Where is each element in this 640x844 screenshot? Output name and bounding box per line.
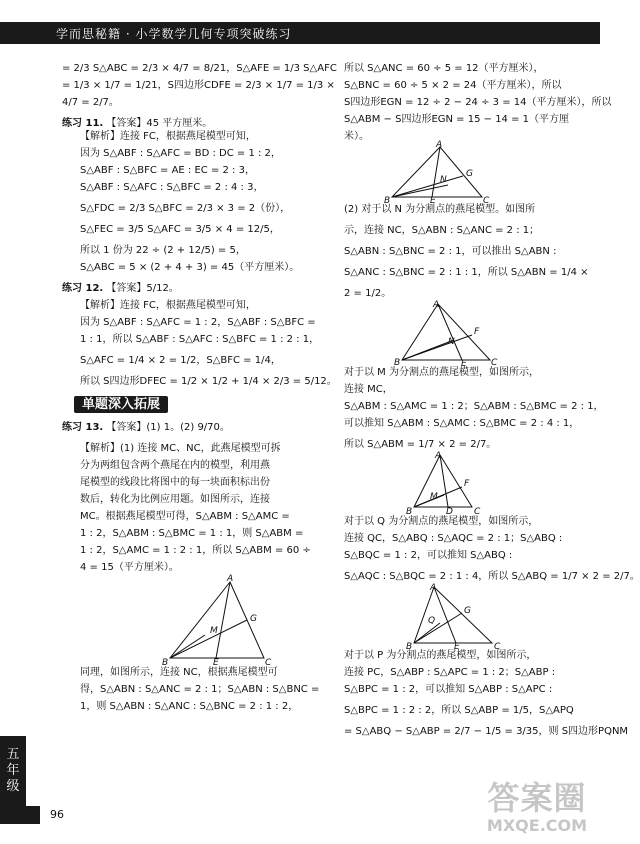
grade-tab-char: 五 xyxy=(6,747,20,762)
triangle-figure-5 xyxy=(344,583,544,652)
answer-text: 【答案】(1) 1。(2) 9/70。 xyxy=(106,422,230,433)
answer-text: 【答案】5/12。 xyxy=(106,283,179,294)
text-line: S△ABN : S△BNC = 2 : 1，可以推出 S△ABN : xyxy=(344,246,557,257)
label-B: B xyxy=(394,358,401,368)
label-F: F xyxy=(464,479,470,489)
text-line: 对于以 M 为分割点的燕尾模型，如图所示， xyxy=(344,367,539,378)
text-line: 连接 PC，S△ABP : S△APC = 1 : 2；S△ABP : xyxy=(344,667,556,678)
exercise-11-analysis xyxy=(62,130,302,274)
exercise-13-analysis xyxy=(62,442,320,713)
label-A: A xyxy=(435,451,442,461)
text-line: S△AQC : S△BQC = 2 : 1 : 4，所以 S△ABQ = 1/7 × 2 = 2/7。 xyxy=(344,571,640,582)
triangle-figure-1 xyxy=(80,574,280,666)
text-line: 【解析】连接 FC，根据燕尾模型可知， xyxy=(80,300,256,311)
label-N: N xyxy=(448,337,455,347)
text-line: S△ANC : S△BNC = 2 : 1 : 1，所以 S△ABN = 1/4 × xyxy=(344,267,589,278)
grade-tab-char: 级 xyxy=(6,779,20,794)
text-line: 2 = 1/2。 xyxy=(344,288,392,299)
text-line: 尾模型的线段比将图中的每一块面积标出份 xyxy=(80,477,270,488)
text-line: 1 : 2，S△ABM : S△BMC = 1 : 1，则 S△ABM = xyxy=(80,528,304,539)
exercise-13-header xyxy=(62,421,302,434)
page-number: 96 xyxy=(50,808,64,821)
right-column xyxy=(344,62,640,738)
text-line: S△AFC = 1/4 × 2 = 1/2，S△BFC = 1/4， xyxy=(80,355,281,366)
grade-tab-char: 年 xyxy=(6,763,20,778)
text-line: S△BPC = 1 : 2，可以推知 S△ABP : S△APC : xyxy=(344,684,553,695)
text-line: 对于以 P 为分割点的燕尾模型，如图所示， xyxy=(344,650,537,661)
text-line: S△ABM : S△AMC = 1 : 2；S△ABM : S△BMC = 2 : 1， xyxy=(344,401,604,412)
text-line: 示，连接 NC，S△ABN : S△ANC = 2 : 1； xyxy=(344,225,540,236)
label-C: C xyxy=(474,507,481,517)
label-C: C xyxy=(491,358,498,368)
label-E: E xyxy=(461,359,467,369)
text-line: 1，则 S△ABN : S△ANC : S△BNC = 2 : 1 : 2， xyxy=(80,701,299,712)
label-N: N xyxy=(440,175,447,185)
label-B: B xyxy=(406,642,413,652)
watermark-title: 答案圈 xyxy=(487,779,587,817)
text-line: MC。根据燕尾模型可得，S△ABM : S△AMC = xyxy=(80,511,290,522)
label-E: E xyxy=(454,642,460,652)
exercise-12-analysis xyxy=(62,299,337,388)
label-B: B xyxy=(162,658,169,668)
page-number-strip xyxy=(0,806,40,824)
label-M: M xyxy=(210,626,218,636)
label-A: A xyxy=(433,300,440,310)
triangle-figure-2 xyxy=(344,140,544,206)
triangle-figure-3 xyxy=(344,300,544,369)
exercise-12-header xyxy=(62,282,302,295)
label-E: E xyxy=(430,196,436,206)
text-line: 因为 S△ABF : S△AFC = BD : DC = 1 : 2， xyxy=(80,148,281,159)
text-line: 【解析】连接 FC，根据燕尾模型可知， xyxy=(80,131,256,142)
label-A: A xyxy=(436,140,443,150)
text-line: S△BQC = 1 : 2，可以推知 S△ABQ : xyxy=(344,550,513,561)
label-A: A xyxy=(430,583,437,593)
text-line: 因为 S△ABF : S△AFC = 1 : 2，S△ABF : S△BFC = xyxy=(80,317,316,328)
text-line: 4/7 = 2/7。 xyxy=(62,97,119,108)
left-column xyxy=(62,62,337,713)
text-line: 数后，转化为比例应用题。如图所示，连接 xyxy=(80,494,270,505)
label-B: B xyxy=(384,196,391,206)
label-G: G xyxy=(250,614,257,624)
label-G: G xyxy=(464,606,471,616)
label-B: B xyxy=(406,507,413,517)
text-line: = S△ABQ − S△ABP = 2/7 − 1/5 = 3/35，则 S四边形PQNM xyxy=(344,726,629,737)
text-line: 所以 S△ABM = 1/7 × 2 = 2/7。 xyxy=(344,439,497,450)
exercise-11-header xyxy=(62,117,302,130)
text-line: S△ABM − S四边形EGN = 15 − 14 = 1（平方厘 xyxy=(344,114,570,125)
label-E: E xyxy=(213,658,219,668)
label-A: A xyxy=(227,574,234,584)
text-line: S△BPC = 1 : 2 : 2，所以 S△ABP = 1/5，S△APQ xyxy=(344,705,574,716)
exercise-label: 练习 12. xyxy=(62,283,104,294)
label-D: D xyxy=(446,507,453,517)
label-C: C xyxy=(483,196,490,206)
label-M: M xyxy=(430,492,438,502)
watermark-url: MXQE.COM xyxy=(486,816,588,835)
text-line: 所以 S四边形DFEC = 1/2 × 1/2 + 1/4 × 2/3 = 5/12。 xyxy=(80,376,337,387)
label-F: F xyxy=(474,327,480,337)
text-line: 连接 MC， xyxy=(344,384,393,395)
text-line: = 1/3 × 1/7 = 1/21，S四边形CDFE = 2/3 × 1/7 = 1/3 × xyxy=(62,80,335,91)
text-line: 【解析】(1) 连接 MC、NC，此燕尾模型可拆 xyxy=(80,443,281,454)
text-line: S△ABF : S△BFC = AE : EC = 2 : 3， xyxy=(80,165,255,176)
label-C: C xyxy=(494,642,501,652)
label-Q: Q xyxy=(428,616,436,626)
text-line: S△FDC = 2/3 S△BFC = 2/3 × 3 = 2（份）， xyxy=(80,203,291,214)
text-line: 连接 QC，S△ABQ : S△AQC = 2 : 1；S△ABQ : xyxy=(344,533,563,544)
exercise-label: 练习 13. xyxy=(62,422,104,433)
grade-tab xyxy=(0,736,26,806)
label-G: G xyxy=(466,169,473,179)
answer-text: 【答案】45 平方厘米。 xyxy=(106,118,213,129)
text-line: S△BNC = 60 ÷ 5 × 2 = 24（平方厘米），所以 xyxy=(344,80,562,91)
text-line: 1 : 1，所以 S△ABF : S△AFC : S△BFC = 1 : 2 : 1， xyxy=(80,334,320,345)
text-line: S四边形EGN = 12 ÷ 2 − 24 ÷ 3 = 14（平方厘米），所以 xyxy=(344,97,612,108)
section-title: 单题深入拓展 xyxy=(74,396,168,413)
exercise-label: 练习 11. xyxy=(62,118,104,129)
text-line: = 2/3 S△ABC = 2/3 × 4/7 = 8/21，S△AFE = 1/3 S△AFC xyxy=(62,63,337,74)
header-title: 学而思秘籍 · 小学数学几何专项突破练习 xyxy=(56,27,292,41)
text-line: 同理，如图所示，连接 NC，根据燕尾模型可 xyxy=(80,667,278,678)
text-line: S△ABC = 5 × (2 + 4 + 3) = 45（平方厘米）。 xyxy=(80,262,300,273)
page-header xyxy=(0,22,600,44)
text-line: 所以 1 份为 22 ÷ (2 + 12/5) = 5， xyxy=(80,245,246,256)
watermark xyxy=(478,780,596,842)
text-line: 对于以 Q 为分割点的燕尾模型，如图所示， xyxy=(344,516,539,527)
triangle-figure-4 xyxy=(344,451,544,515)
text-line: 分为两组包含两个燕尾在内的模型，利用燕 xyxy=(80,460,270,471)
text-line: (2) 对于以 N 为分割点的燕尾模型。如图所 xyxy=(344,204,536,215)
label-C: C xyxy=(265,658,272,668)
text-line: S△ABF : S△AFC : S△BFC = 2 : 4 : 3， xyxy=(80,182,264,193)
text-line: 1 : 2，S△AMC = 1 : 2 : 1，所以 S△ABM = 60 ÷ xyxy=(80,545,311,556)
text-line: 所以 S△ANC = 60 ÷ 5 = 12（平方厘米）， xyxy=(344,63,544,74)
text-line: 得，S△ABN : S△ANC = 2 : 1；S△ABN : S△BNC = xyxy=(80,684,320,695)
text-line: 可以推知 S△ABM : S△AMC : S△BMC = 2 : 4 : 1， xyxy=(344,418,580,429)
text-line: 米）。 xyxy=(344,131,369,142)
text-line: 4 = 15（平方厘米）。 xyxy=(80,562,179,573)
text-line: S△FEC = 3/5 S△AFC = 3/5 × 4 = 12/5， xyxy=(80,224,280,235)
